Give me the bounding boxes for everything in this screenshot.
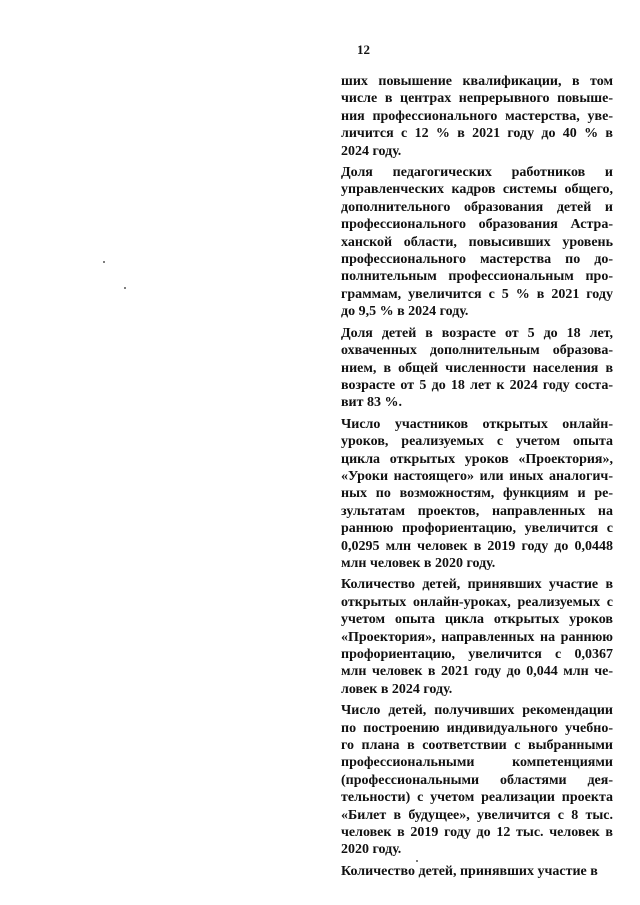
text-line: Число детей, получивших рекомендации	[341, 703, 613, 719]
text-line: профориентацию, увеличится с 0,0367	[341, 647, 613, 662]
text-line: до 9,5 % в 2024 году.	[341, 304, 469, 320]
text-line: Доля детей в возрасте от 5 до 18 лет,	[341, 325, 613, 341]
text-line: тельности) с учетом реализации проекта	[341, 790, 613, 806]
text-line: «Билет в будущее», увеличится с 8 тыс.	[341, 807, 613, 823]
text-line: «Уроки настоящего» или иных аналогич-	[341, 468, 613, 484]
text-line: ния профессионального мастерства, уве-	[341, 108, 613, 124]
text-line: ханской области, повысивших уровень	[341, 234, 613, 250]
paragraph	[341, 576, 613, 698]
text-line: уроков, реализуемых с учетом опыта	[341, 434, 613, 450]
text-line: цикла открытых уроков «Проектория»,	[341, 451, 613, 467]
text-line: 2024 году.	[341, 143, 402, 159]
text-line: млн человек в 2021 году до 0,044 млн че-	[341, 664, 613, 680]
text-line: личится с 12 % в 2021 году до 40 % в	[341, 126, 613, 142]
text-line: Количество детей, принявших участие в	[341, 863, 598, 879]
text-line: возрасте от 5 до 18 лет к 2024 году соста-	[341, 377, 613, 393]
text-line: млн человек в 2020 году.	[341, 555, 496, 571]
text-line: раннюю профориентацию, увеличится с	[341, 521, 613, 537]
text-line: ных по возможностям, функциям и ре-	[341, 486, 613, 502]
text-line: управленческих кадров системы общего,	[341, 182, 613, 198]
paragraph	[341, 73, 613, 160]
text-line: нием, в общей численности населения в	[341, 360, 613, 376]
text-line: профессионального мастерства по до-	[341, 252, 613, 268]
text-column	[341, 73, 613, 884]
scan-speck	[124, 287, 126, 289]
paragraph	[341, 863, 613, 880]
text-line: граммам, увеличится с 5 % в 2021 году	[341, 286, 613, 302]
text-line: охваченных дополнительным образова-	[341, 343, 613, 359]
paragraph	[341, 164, 613, 321]
text-line: Количество детей, принявших участие в	[341, 577, 613, 593]
page-number: 12	[357, 42, 370, 57]
text-line: по построению индивидуального учебно-	[341, 720, 613, 736]
text-line: «Проектория», направленных на раннюю	[341, 629, 613, 645]
text-line: 2020 году.	[341, 842, 402, 858]
text-line: вит 83 %.	[341, 395, 403, 411]
text-line: профессионального образования Астра-	[341, 217, 613, 233]
paragraph	[341, 702, 613, 859]
text-line: ших повышение квалификации, в том	[341, 74, 613, 89]
text-line: го плана в соответствии с выбранными	[341, 738, 613, 754]
text-line: полнительным профессиональным про-	[341, 269, 613, 285]
scan-speck	[416, 860, 418, 862]
paragraph	[341, 416, 613, 573]
text-line: учетом опыта цикла открытых уроков	[341, 612, 613, 628]
scan-speck	[103, 261, 105, 263]
text-line: профессиональными компетенциями	[341, 755, 613, 771]
text-line: открытых онлайн-уроках, реализуемых с	[341, 594, 613, 610]
text-line: Число участников открытых онлайн-	[341, 416, 613, 432]
text-line: зультатам проектов, направленных на	[341, 503, 613, 519]
paragraph	[341, 325, 613, 412]
text-line: Доля педагогических работников и	[341, 165, 613, 181]
text-line: дополнительного образования детей и	[341, 199, 613, 215]
text-line: ловек в 2024 году.	[341, 681, 453, 697]
text-line: человек в 2019 году до 12 тыс. человек в	[341, 825, 613, 841]
text-line: (профессиональными областями дея-	[341, 772, 613, 788]
text-line: числе в центрах непрерывного повыше-	[341, 91, 613, 107]
text-line: 0,0295 млн человек в 2019 году до 0,0448	[341, 538, 613, 554]
